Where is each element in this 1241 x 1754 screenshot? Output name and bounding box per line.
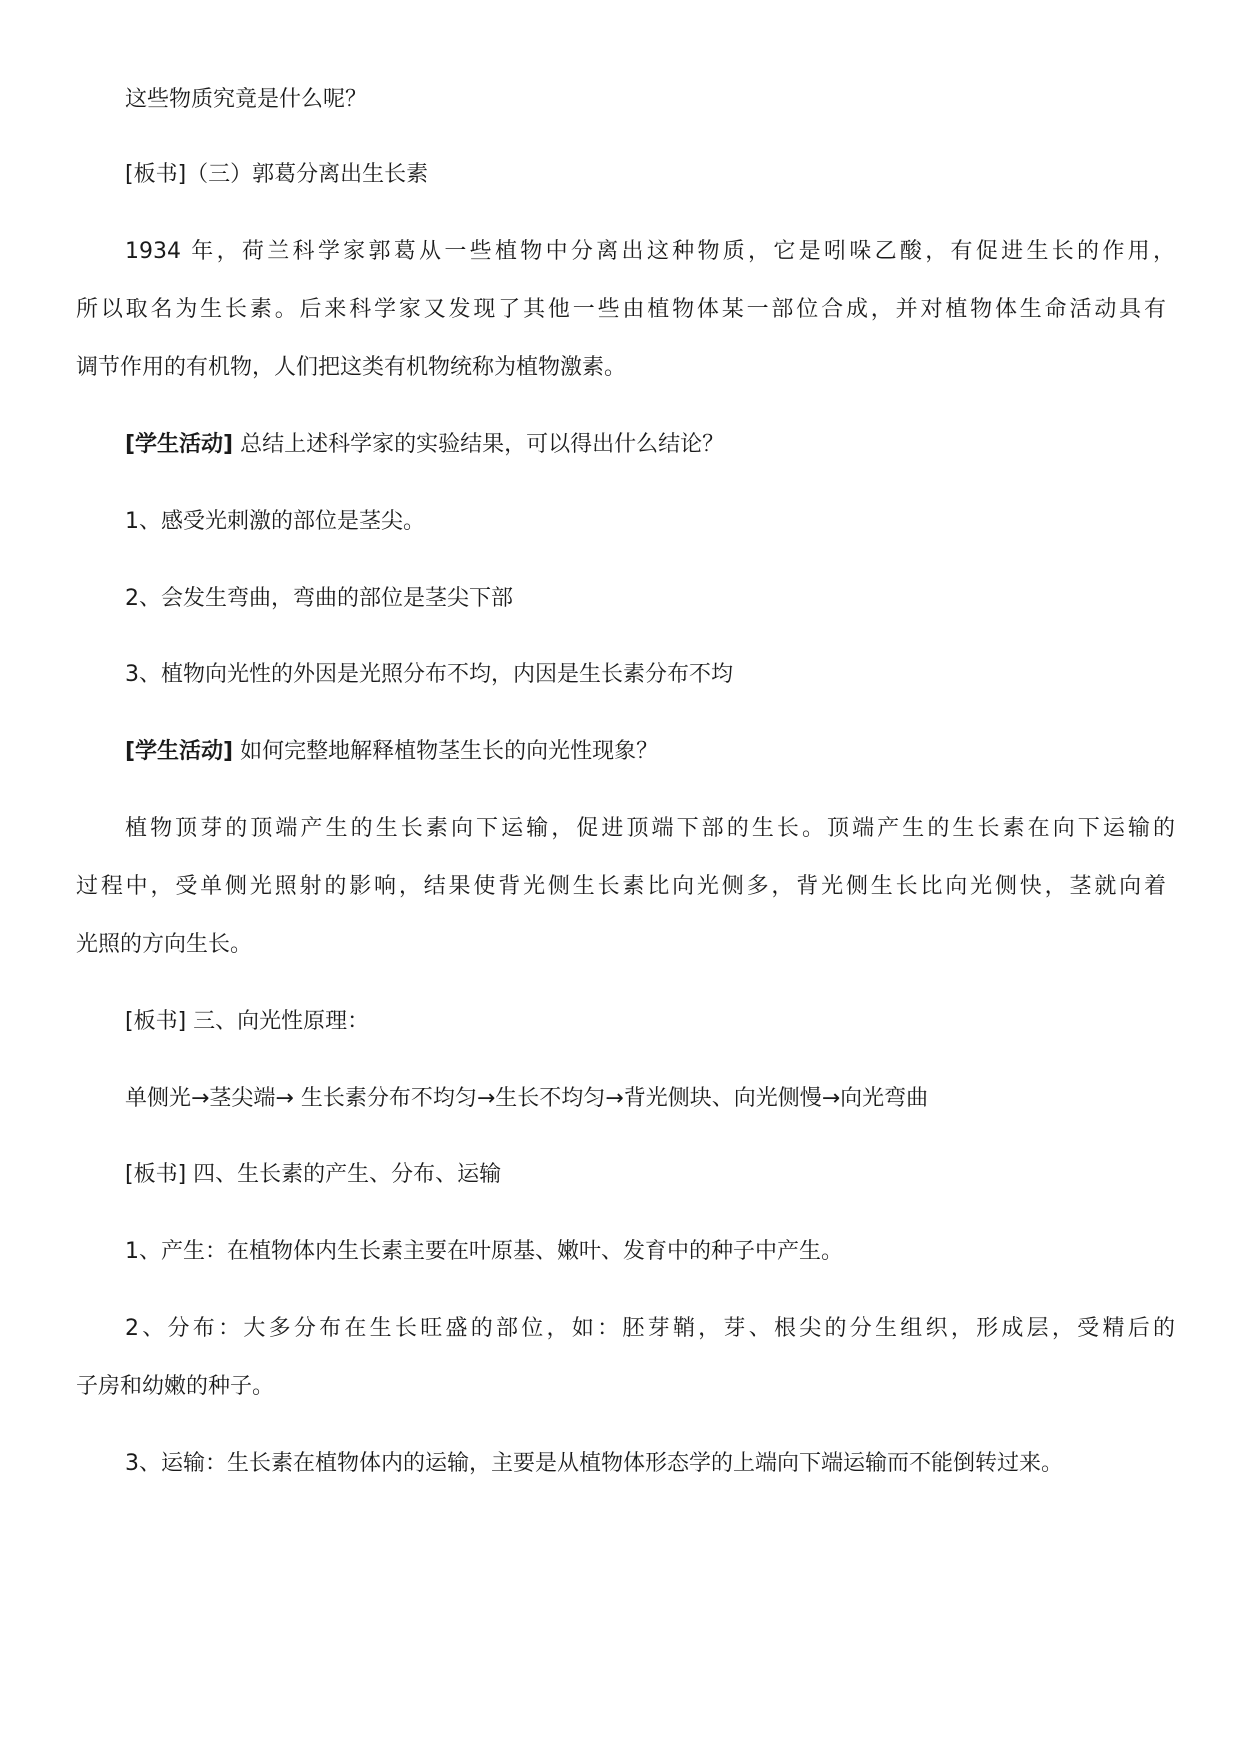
paragraph-explain-line1: 植物顶芽的顶端产生的生长素向下运输，促进顶端下部的生长。顶端产生的生长素在向下运输的	[125, 816, 1175, 841]
student-activity-2	[125, 737, 1175, 767]
paragraph-question: 这些物质究竟是什么呢？	[125, 87, 368, 112]
item-production: 1、产生：在植物体内生长素主要在叶原基、嫩叶、发育中的种子中产生。	[125, 1239, 843, 1264]
paragraph-1934-line3: 调节作用的有机物，人们把这类有机物统称为植物激素。	[76, 355, 627, 380]
student-activity-text: 总结上述科学家的实验结果，可以得出什么结论？	[233, 432, 725, 457]
paragraph-1934-line1: 1934 年，荷兰科学家郭葛从一些植物中分离出这种物质，它是吲哚乙酸，有促进生长的作用，	[125, 239, 1175, 264]
conclusion-1: 1、感受光刺激的部位是茎尖。	[125, 509, 425, 534]
paragraph-1934-line2: 所以取名为生长素。后来科学家又发现了其他一些由植物体某一部位合成，并对植物体生命活动具有	[76, 297, 1166, 322]
student-activity-1	[125, 430, 1175, 460]
item-distribution-line2: 子房和幼嫩的种子。	[76, 1374, 275, 1399]
item-distribution-line1: 2、分布：大多分布在生长旺盛的部位，如：胚芽鞘，芽、根尖的分生组织，形成层，受精后的	[125, 1316, 1175, 1341]
conclusion-2: 2、会发生弯曲，弯曲的部位是茎尖下部	[125, 586, 513, 611]
student-activity-tag: [学生活动]	[125, 739, 234, 764]
conclusion-3: 3、植物向光性的外因是光照分布不均，内因是生长素分布不均	[125, 662, 733, 687]
principle-chain: 单侧光→茎尖端→ 生长素分布不均匀→生长不均匀→背光侧块、向光侧慢→向光弯曲	[125, 1086, 929, 1111]
board-heading-4: [板书] 四、生长素的产生、分布、运输	[125, 1162, 502, 1187]
board-heading-3: [板书]（三）郭葛分离出生长素	[125, 162, 429, 187]
paragraph-explain-line3: 光照的方向生长。	[76, 932, 253, 957]
student-activity-tag: [学生活动]	[125, 432, 234, 457]
paragraph-explain-line2: 过程中，受单侧光照射的影响，结果使背光侧生长素比向光侧多，背光侧生长比向光侧快，茎就向着	[76, 874, 1166, 899]
item-transport: 3、运输：生长素在植物体内的运输，主要是从植物体形态学的上端向下端运输而不能倒转过来。	[125, 1451, 1064, 1476]
board-heading-principle: [板书] 三、向光性原理：	[125, 1009, 370, 1034]
student-activity-text: 如何完整地解释植物茎生长的向光性现象？	[233, 739, 659, 764]
